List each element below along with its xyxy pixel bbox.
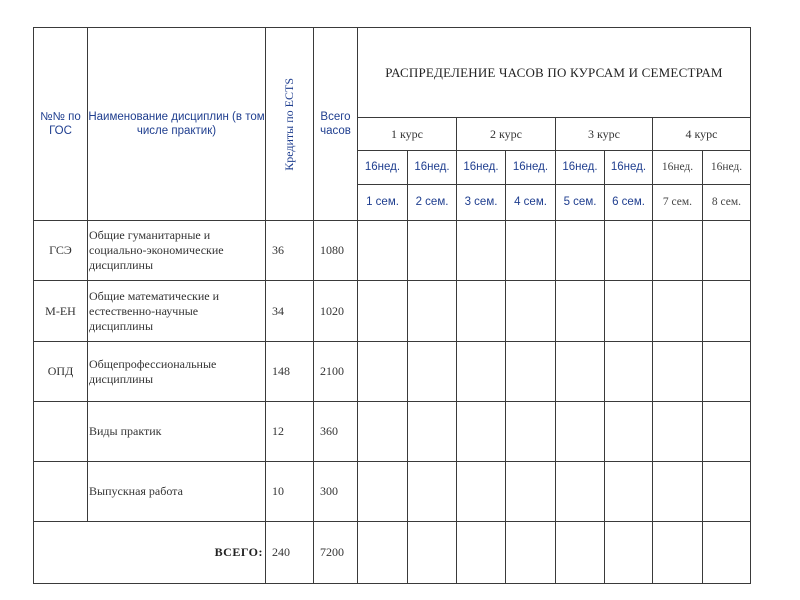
semester-cell <box>358 281 408 342</box>
row-name: Виды практик <box>88 402 266 462</box>
distribution-title: РАСПРЕДЕЛЕНИЕ ЧАСОВ ПО КУРСАМ И СЕМЕСТРАМ <box>358 28 751 118</box>
semester-cell <box>506 402 556 462</box>
semester-cell <box>408 221 457 281</box>
week-3: 16нед. <box>457 150 506 184</box>
table-row <box>34 342 751 402</box>
semester-cell <box>457 281 506 342</box>
semester-cell <box>703 221 751 281</box>
semester-cell <box>605 462 653 522</box>
semester-cell <box>703 342 751 402</box>
semester-cell <box>457 342 506 402</box>
semester-cell <box>556 221 605 281</box>
semester-cell <box>457 462 506 522</box>
total-label: ВСЕГО: <box>88 522 266 584</box>
semester-cell <box>556 342 605 402</box>
semester-6: 6 сем. <box>605 184 653 220</box>
row-code: М-ЕН <box>34 281 88 342</box>
semester-4: 4 сем. <box>506 184 556 220</box>
semester-cell <box>653 342 703 402</box>
semester-cell <box>605 342 653 402</box>
row-credits: 36 <box>266 221 314 281</box>
semester-cell <box>653 462 703 522</box>
row-name: Общепрофессиональные дисциплины <box>88 342 266 402</box>
semester-cell <box>605 281 653 342</box>
table-row <box>34 402 751 462</box>
semester-cell <box>703 281 751 342</box>
week-1: 16нед. <box>358 150 408 184</box>
header-code-label: №№ по ГОС <box>40 111 81 137</box>
semester-cell <box>605 522 653 584</box>
total-empty-cell <box>34 522 88 584</box>
semester-cell <box>408 402 457 462</box>
semester-cell <box>653 522 703 584</box>
week-2: 16нед. <box>408 150 457 184</box>
row-code: ОПД <box>34 342 88 402</box>
row-name: Общие математические и естественно-научные дисциплины <box>88 281 266 342</box>
semester-cell <box>506 221 556 281</box>
total-credits: 240 <box>266 522 314 584</box>
week-4: 16нед. <box>506 150 556 184</box>
semester-cell <box>703 402 751 462</box>
row-credits: 12 <box>266 402 314 462</box>
semester-5: 5 сем. <box>556 184 605 220</box>
course-4: 4 курс <box>653 118 751 150</box>
course-3: 3 курс <box>556 118 653 150</box>
semester-cell <box>408 342 457 402</box>
curriculum-table <box>33 27 751 584</box>
table-row <box>34 221 751 281</box>
semester-cell <box>556 281 605 342</box>
semester-cell <box>556 462 605 522</box>
header-hours-label: Всего часов <box>320 111 351 137</box>
semester-1: 1 сем. <box>358 184 408 220</box>
semester-cell <box>408 462 457 522</box>
week-6: 16нед. <box>605 150 653 184</box>
course-1: 1 курс <box>358 118 457 150</box>
row-code <box>34 402 88 462</box>
semester-cell <box>358 402 408 462</box>
row-hours: 1020 <box>314 281 358 342</box>
semester-cell <box>457 522 506 584</box>
course-2: 2 курс <box>457 118 556 150</box>
row-hours: 2100 <box>314 342 358 402</box>
semester-cell <box>506 281 556 342</box>
semester-cell <box>408 281 457 342</box>
semester-cell <box>506 342 556 402</box>
total-row <box>34 522 751 584</box>
header-hours <box>314 28 358 221</box>
row-hours: 300 <box>314 462 358 522</box>
table-row <box>34 281 751 342</box>
semester-cell <box>457 402 506 462</box>
semester-cell <box>653 402 703 462</box>
header-name-label: Наименование дисциплин (в том числе практик) <box>88 111 265 137</box>
semester-cell <box>703 462 751 522</box>
semester-cell <box>457 221 506 281</box>
week-8: 16нед. <box>703 150 751 184</box>
semester-cell <box>653 221 703 281</box>
week-7: 16нед. <box>653 150 703 184</box>
row-name: Общие гуманитарные и социально-экономические дисциплины <box>88 221 266 281</box>
row-hours: 360 <box>314 402 358 462</box>
semester-cell <box>408 522 457 584</box>
semester-cell <box>605 221 653 281</box>
semester-cell <box>653 281 703 342</box>
semester-cell <box>605 402 653 462</box>
row-code: ГСЭ <box>34 221 88 281</box>
row-credits: 148 <box>266 342 314 402</box>
semester-2: 2 сем. <box>408 184 457 220</box>
semester-cell <box>556 522 605 584</box>
header-name <box>88 28 266 221</box>
row-name: Выпускная работа <box>88 462 266 522</box>
semester-cell <box>358 522 408 584</box>
semester-cell <box>358 221 408 281</box>
semester-cell <box>506 522 556 584</box>
total-hours: 7200 <box>314 522 358 584</box>
semester-cell <box>556 402 605 462</box>
semester-cell <box>703 522 751 584</box>
curriculum-page <box>33 27 751 584</box>
row-credits: 34 <box>266 281 314 342</box>
header-credits <box>266 28 314 221</box>
semester-3: 3 сем. <box>457 184 506 220</box>
semester-cell <box>358 462 408 522</box>
semester-cell <box>506 462 556 522</box>
header-credits-label: Кредиты по ECTS <box>282 77 296 171</box>
semester-cell <box>358 342 408 402</box>
row-hours: 1080 <box>314 221 358 281</box>
semester-7: 7 сем. <box>653 184 703 220</box>
row-credits: 10 <box>266 462 314 522</box>
semester-8: 8 сем. <box>703 184 751 220</box>
table-row <box>34 462 751 522</box>
header-code <box>34 28 88 221</box>
row-code <box>34 462 88 522</box>
week-5: 16нед. <box>556 150 605 184</box>
